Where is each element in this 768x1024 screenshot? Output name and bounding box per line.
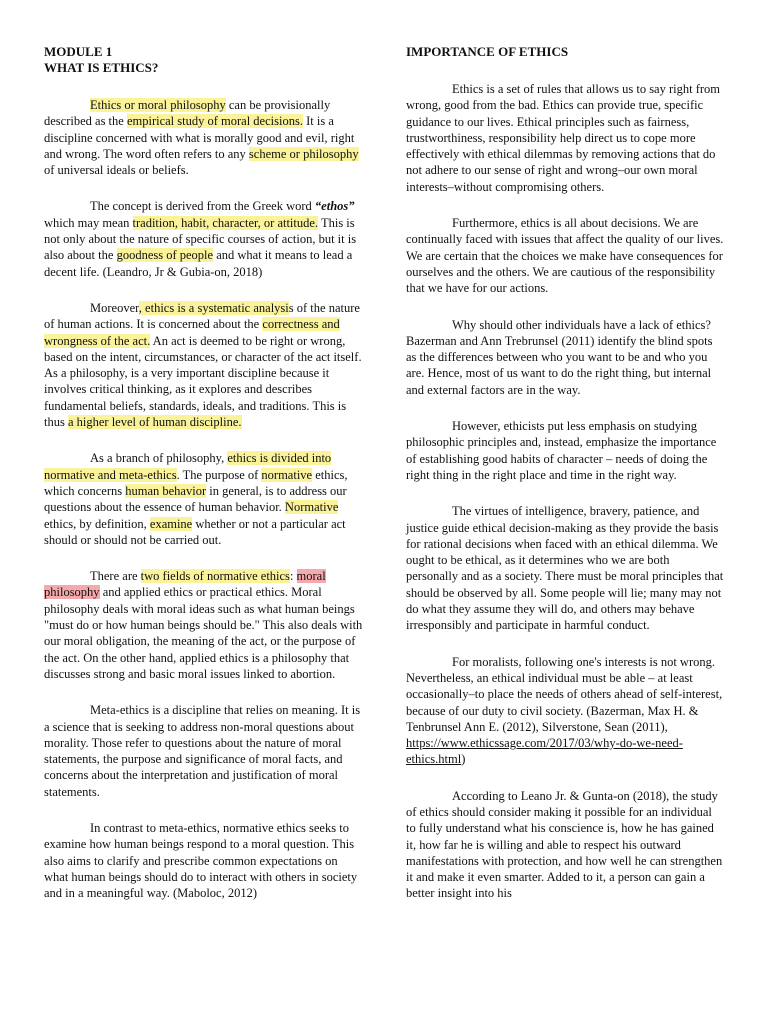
paragraph-moralists xyxy=(406,654,724,768)
text: and what it means to lead a decent life. (Leandro, Jr & Gubia-on, 2018) xyxy=(44,248,353,279)
right-column xyxy=(406,44,724,922)
text: which may mean xyxy=(44,215,133,230)
left-column xyxy=(44,44,364,921)
paragraph-normative-fields xyxy=(44,568,364,682)
text: An act is deemed to be right or wrong, based on the intent, circumstances, or character of the act itself. As a philosophy, is a very important discipline because it involves critical thinking, as it explores and describes fundamental beliefs, standards, ideals, and traditions. This is thus xyxy=(44,333,362,430)
paragraph-systematic-analysis xyxy=(44,300,364,430)
text: s of the nature of human actions. It is concerned about the xyxy=(44,300,360,332)
text: and applied ethics or practical ethics. Moral philosophy deals with moral ideas such as what human beings "must do or how human beings should be." This also deals with our moral obligation, the meaning of the act, or the purpose of the act. On the other hand, applied ethics is a philosophy that discusses strong and basic moral issues linked to abortion. xyxy=(44,585,363,681)
text: For moralists, following one's interests is not wrong. Nevertheless, an ethical individual must be able – at least occasionally–to place the needs of others ahead of self-interest, because of our duty to civil society. (Bazerman, Max H. & Tenbrunsel Ann E. (2012), Silverstone, Sean (2011), xyxy=(406,654,723,734)
text: It is a discipline concerned with what is morally good and evil, right and wrong. The word often refers to any xyxy=(44,114,355,161)
highlight: normative xyxy=(261,467,313,482)
module-heading: MODULE 1 xyxy=(44,44,113,59)
paragraph-habits: However, ethicists put less emphasis on studying philosophic principles and, instead, emphasize the importance of establishing good habits of character – needs of doing the right thing in the right place and time in the right way. xyxy=(406,419,717,482)
highlight: , ethics is a systematic analysi xyxy=(138,300,289,315)
paragraph-definition xyxy=(44,97,364,178)
text: As a branch of philosophy, xyxy=(90,451,228,466)
highlight-red: moral philosophy xyxy=(44,569,326,600)
text: . The purpose of xyxy=(176,467,262,482)
highlight: Ethics or moral philosophy xyxy=(90,98,226,112)
highlight: scheme or philosophy xyxy=(248,146,359,161)
highlight: correctness and wrongness of the act. xyxy=(44,317,340,348)
text: of universal ideals or beliefs. xyxy=(44,163,189,178)
paragraph-branches xyxy=(44,450,364,548)
text: can be provisionally described as the xyxy=(44,98,331,129)
section-title: IMPORTANCE OF ETHICS xyxy=(406,44,569,59)
text: in general, is to address our questions about the essence of human behavior. xyxy=(44,483,347,515)
text: ) xyxy=(461,752,466,767)
highlight: ethics is divided into normative and meta-ethics xyxy=(44,451,332,482)
text: : xyxy=(289,569,297,584)
highlight: goodness of people xyxy=(116,248,214,263)
highlight: empirical study of moral decisions. xyxy=(126,114,303,129)
highlight: tradition, habit, character, or attitude. xyxy=(132,215,319,230)
paragraph-lack-of-ethics: Why should other individuals have a lack of ethics? Bazerman and Ann Trebrunsel (2011) identify the blind spots as the differences between who you want to be and who you are. Hence, most of us want to do the right thing, but internal and external factors are in the way. xyxy=(406,317,713,397)
paragraph-virtues: The virtues of intelligence, bravery, patience, and justice guide ethical decision-making as they provide the basis for rational decisions when faced with an ethical dilemma. We ought to be ethical, as it determines who we are both personally and as a society. There must be moral principles that should be observed by all. Some people will lie; many may not do what they assume they will do, and others may behave irresponsibly and participate in harmful conduct. xyxy=(406,504,724,633)
highlight: examine xyxy=(149,516,193,531)
text: Moreover xyxy=(90,300,139,315)
paragraph-contrast: In contrast to meta-ethics, normative ethics seeks to examine how human beings respond to a moral question. This also aims to clarify and prescribe common expectations on what human beings should do to interact with others in society and in a meaningful way. (Maboloc, 2012) xyxy=(44,820,358,901)
paragraph-meta-ethics: Meta-ethics is a discipline that relies on meaning. It is a science that is seeking to address non-moral questions about morality. Those refer to questions about the nature of moral statements, the purpose and significance of moral facts, and concerns about the interpretation and justification of moral statements. xyxy=(44,703,361,799)
highlight: Normative xyxy=(284,500,339,515)
highlight: a higher level of human discipline. xyxy=(67,415,242,430)
paragraph-conscience: According to Leano Jr. & Gunta-on (2018), the study of ethics should consider making it possible for an individual to fully understand what his conscience is, how he has gained it, how far he is willing and able to respect his outward manifestations with protection, and how well he can strengthen it and make it even smarter. Added to it, a person can gain a better insight into his xyxy=(406,788,723,901)
text: This is not only about the nature of specific courses of action, but it is also about the xyxy=(44,215,357,263)
reference-link[interactable]: https://www.ethicssage.com/2017/03/why-do-we-need-ethics.html xyxy=(406,736,683,767)
text: The concept is derived from the Greek word xyxy=(90,199,315,214)
text: ethics, by definition, xyxy=(44,516,150,531)
text: There are xyxy=(90,569,141,584)
highlight: two fields of normative ethics xyxy=(140,569,290,584)
section-title: WHAT IS ETHICS? xyxy=(44,60,159,75)
paragraph-ethos xyxy=(44,198,364,279)
ethos-term: “ethos” xyxy=(314,199,355,214)
paragraph-decisions: Furthermore, ethics is all about decisions. We are continually faced with issues that affect the quality of our lives. We are certain that the choices we make have consequences for ourselves and the others. We are cautious of the responsibility that we have for our actions. xyxy=(406,216,724,296)
text: ethics, which concerns xyxy=(44,467,348,498)
text: whether or not a particular act should or should not be carried out. xyxy=(44,516,346,547)
highlight: human behavior xyxy=(125,483,207,498)
paragraph-rules: Ethics is a set of rules that allows us to say right from wrong, good from the bad. Ethics can provide true, specific guidance to our lives. Ethical principles such as fairness, trustworthiness, responsibility help direct us to cope more effectively with ethical dilemmas by removing actions that do not adhere to our sense of right and wrong–our own moral interests–without compromising others. xyxy=(406,82,721,194)
